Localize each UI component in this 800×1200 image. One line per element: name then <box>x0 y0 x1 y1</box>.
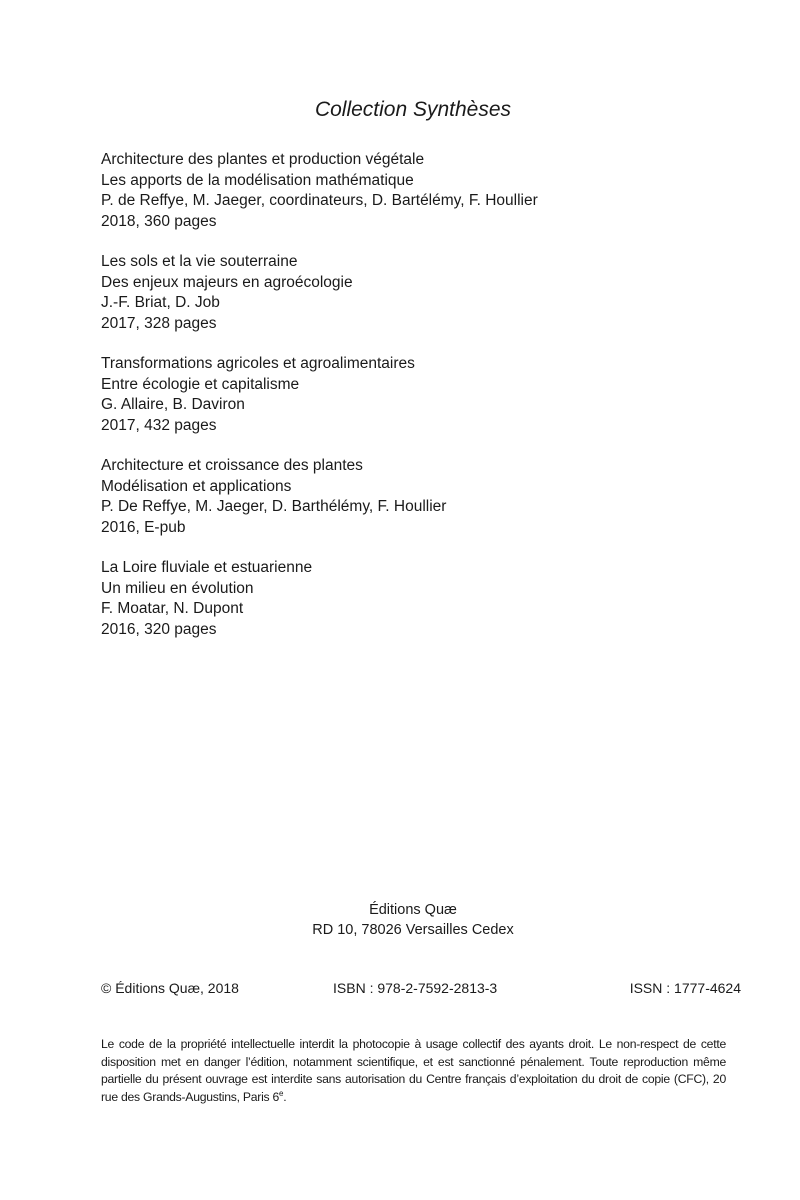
book-authors: G. Allaire, B. Daviron <box>101 396 245 413</box>
notice-text: Le code de la propriété intellectuelle interdit la photocopie à usage collectif des ayants droit. Le non-respect de cette disposition met en danger l’édition, notamment scientifique, et est sanctionné pénalement. Toute reproduction même partielle du présent ouvrage est interdite sans autorisation du Centre français d’exploitation du droit de copie (CFC), 20 rue des Grands-Augustins, Paris 6 <box>101 1037 726 1104</box>
book-info: 2016, E-pub <box>101 518 186 536</box>
issn-text: ISSN : 1777-4624 <box>629 980 741 996</box>
book-authors: F. Moatar, N. Dupont <box>101 600 244 617</box>
book-title: Architecture des plantes et production végétale <box>101 151 425 168</box>
publisher-block <box>0 900 800 940</box>
book-title: Les sols et la vie souterraine <box>101 253 298 270</box>
isbn-text: ISBN : 978-2-7592-2813-3 <box>333 980 498 996</box>
book-subtitle: Des enjeux majeurs en agroécologie <box>101 273 353 291</box>
publisher-address: RD 10, 78026 Versailles Cedex <box>312 922 514 938</box>
book-subtitle: Un milieu en évolution <box>101 579 254 597</box>
copyright-notice <box>101 1036 726 1106</box>
book-info: 2017, 432 pages <box>101 416 217 434</box>
copyright-text: © Éditions Quæ, 2018 <box>101 980 239 996</box>
book-entry <box>101 456 761 538</box>
book-subtitle: Les apports de la modélisation mathématique <box>101 171 414 189</box>
book-entry <box>101 558 761 640</box>
notice-end: . <box>283 1089 287 1104</box>
book-authors: J.-F. Briat, D. Job <box>101 294 220 311</box>
book-entry <box>101 252 761 334</box>
book-info: 2016, 320 pages <box>101 620 217 638</box>
book-list <box>101 150 761 660</box>
book-info: 2018, 360 pages <box>101 212 217 230</box>
book-subtitle: Entre écologie et capitalisme <box>101 375 300 393</box>
book-title: Architecture et croissance des plantes <box>101 457 363 474</box>
notice-superscript: e <box>279 1088 284 1098</box>
legal-row <box>101 978 741 998</box>
book-info: 2017, 328 pages <box>101 314 217 332</box>
book-title: Transformations agricoles et agroalimentaires <box>101 355 415 372</box>
book-title: La Loire fluviale et estuarienne <box>101 559 313 576</box>
book-entry <box>101 150 761 232</box>
book-authors: P. de Reffye, M. Jaeger, coordinateurs, D. Bartélémy, F. Houllier <box>101 192 538 209</box>
book-authors: P. De Reffye, M. Jaeger, D. Barthélémy, F. Houllier <box>101 498 447 515</box>
book-entry <box>101 354 761 436</box>
collection-title: Collection Synthèses <box>314 98 512 121</box>
book-subtitle: Modélisation et applications <box>101 477 292 495</box>
publisher-name: Éditions Quæ <box>369 902 457 918</box>
